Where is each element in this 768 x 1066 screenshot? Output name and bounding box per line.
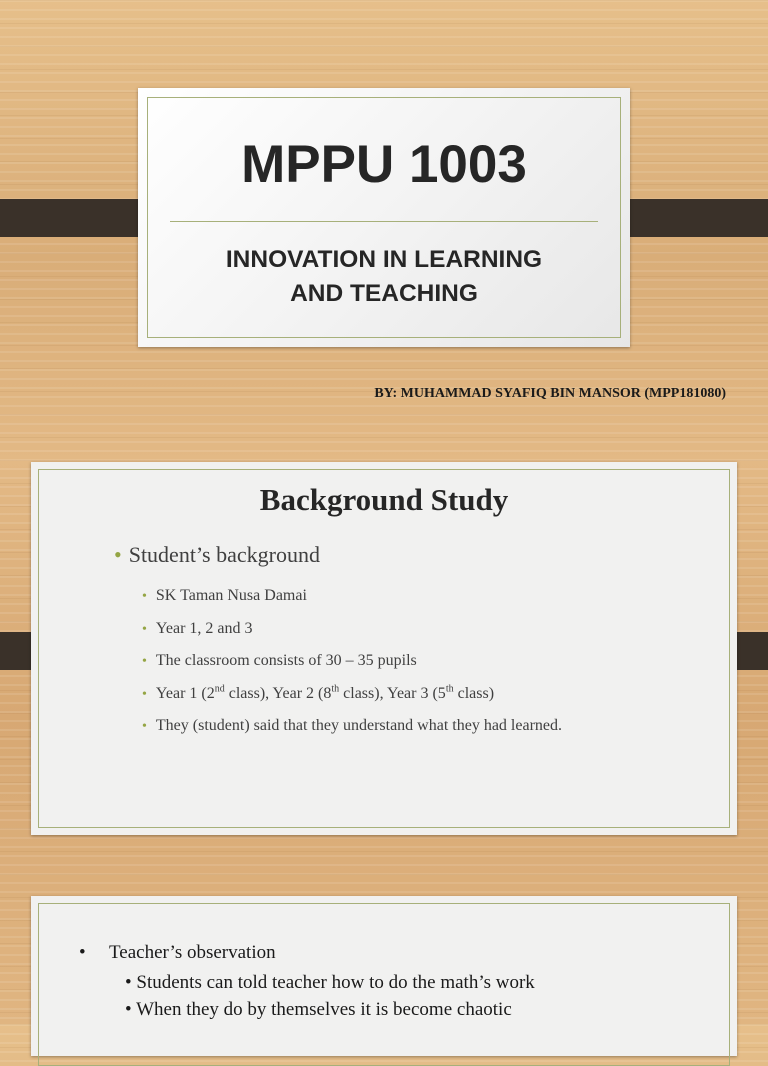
subtitle-line-2: AND TEACHING [290,280,478,307]
observation-slide [31,896,737,1056]
list-item: • They (student) said that they understand what they had learned. [142,717,562,734]
subtitle-line-1: INNOVATION IN LEARNING [225,246,543,273]
list-item: • The classroom consists of 30 – 35 pupils [142,652,417,669]
bullet-icon: • [79,942,86,963]
author-line: BY: MUHAMMAD SYAFIQ BIN MANSOR (MPP181080) [374,386,726,401]
bullet-icon: • [125,972,132,993]
bullet-icon: • [125,999,132,1020]
list-item: • Year 1 (2nd class), Year 2 (8th class), Year 3 (5th class) [142,683,495,702]
sub-bullet-list [142,586,562,749]
list-item: • SK Taman Nusa Damai [142,587,307,604]
bullet-teacher-observation: • Teacher’s observation [79,942,276,963]
course-subtitle [138,243,630,311]
observation-sub-1: • Students can told teacher how to do the math’s work [125,972,535,993]
list-item: • Year 1, 2 and 3 [142,619,253,637]
observation-sub-2: • When they do by themselves it is become chaotic [125,999,512,1020]
bullet-icon: • [142,654,147,669]
bullet-icon: • [142,589,147,604]
background-study-slide [31,462,737,835]
bullet-icon: • [142,719,147,734]
slide-title: Background Study [259,482,509,517]
band-right-1 [613,199,768,237]
bullet-icon: • [142,686,147,702]
band-left-1 [0,199,155,237]
bullet-icon: • [142,621,147,637]
bullet-icon: • [114,542,122,567]
title-divider [170,221,598,222]
title-slide [138,88,630,347]
bullet-student-background: • Student’s background [114,542,320,567]
course-code-title: MPPU 1003 [241,135,527,194]
